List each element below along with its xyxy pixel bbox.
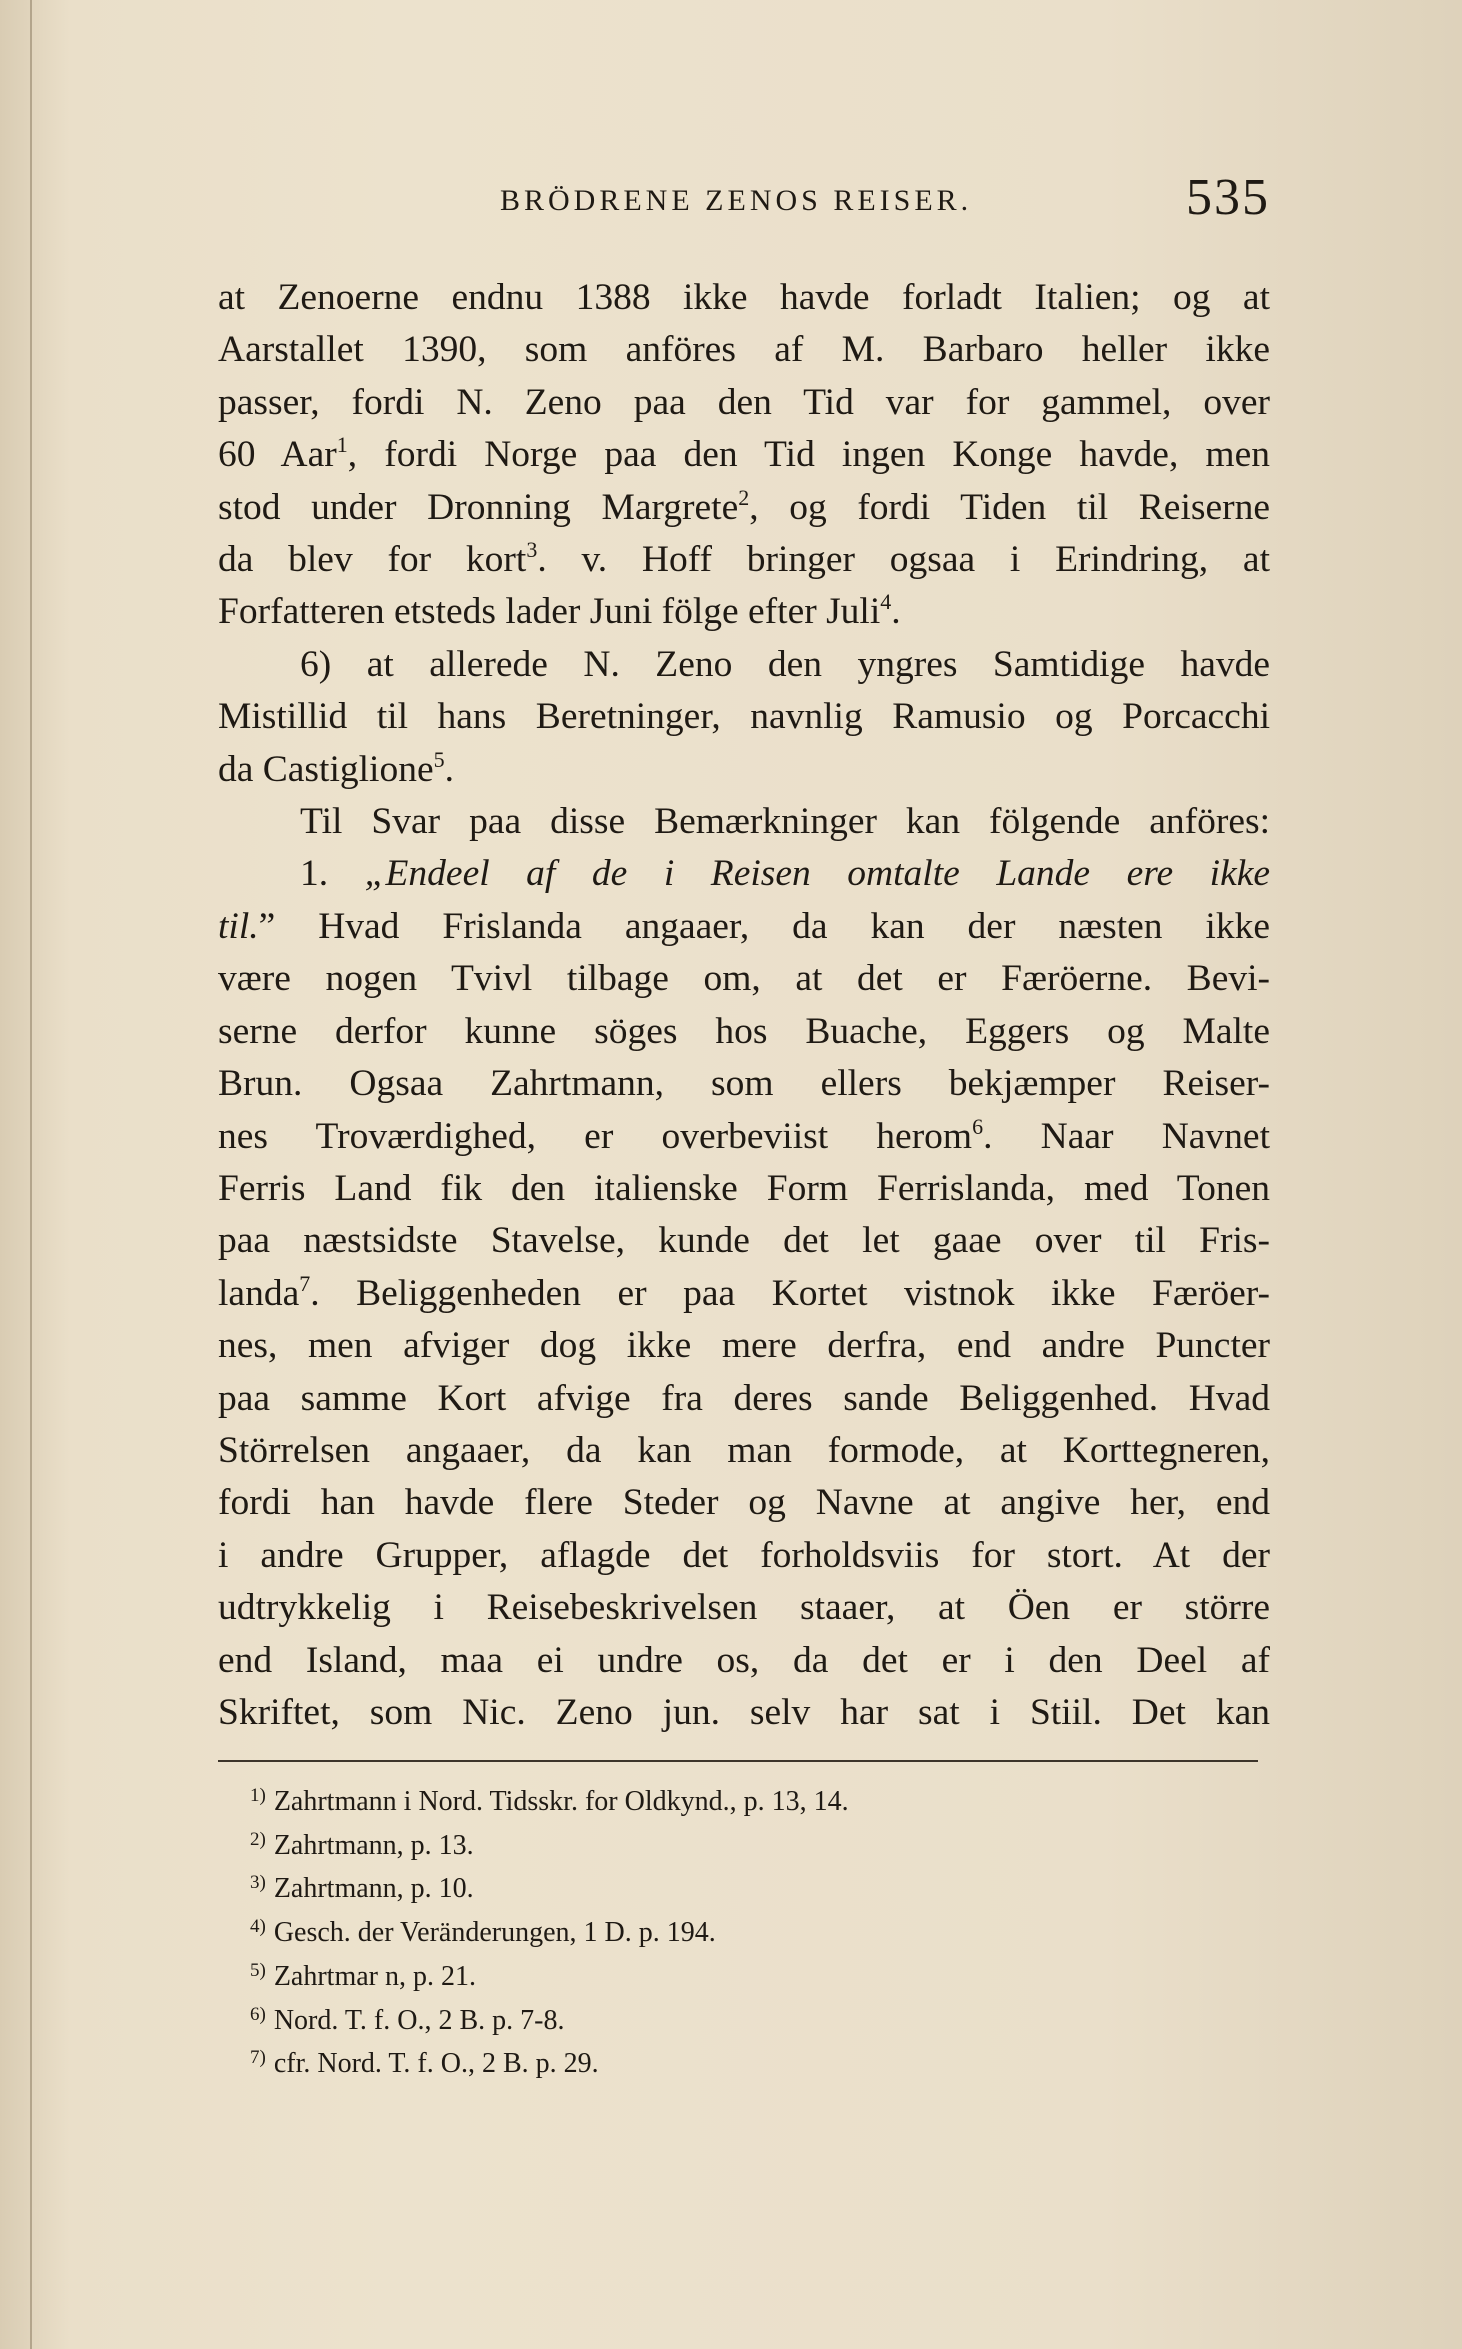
text-line: nes Troværdighed, er overbeviist herom$^6$. Naar Navnet [218,1113,1270,1157]
footnote: $^{7)}$ cfr. Nord. T. f. O., 2 B. p. 29. [250,2047,599,2080]
text-line: 60 Aar$^1$, fordi Norge paa den Tid ingen Konge havde, men [218,432,1270,476]
text-line: landa$^7$. Beliggenheden er paa Kortet vistnok ikke Færöer- [218,1270,1270,1314]
footnotes [250,1780,1150,2086]
text-line: serne derfor kunne söges hos Buache, Eggers og Malte [218,1010,1270,1052]
footnote: $^{5)}$ Zahrtmar n, p. 21. [250,1959,476,1992]
text-line: Ferris Land fik den italienske Form Ferrislanda, med Tonen [218,1167,1270,1209]
text-line: være nogen Tvivl tilbage om, at det er Færöerne. Bevi- [218,958,1270,1000]
text-line: Störrelsen angaaer, da kan man formode, at Korttegneren, [218,1429,1270,1471]
page-number: 535 [1186,169,1270,226]
body-text [218,272,1270,1739]
text-line: passer, fordi N. Zeno paa den Tid var for gammel, over [218,381,1270,423]
footnote: $^{4)}$ Gesch. der Veränderungen, 1 D. p. 194. [250,1916,716,1949]
footnote-ref: 7 [299,1270,311,1296]
text-line: stod under Dronning Margrete$^2$, og fordi Tiden til Reiserne [218,484,1270,528]
footnote: $^{1)}$ Zahrtmann i Nord. Tidsskr. for Oldkynd., p. 13, 14. [250,1785,849,1817]
footnote-ref: 2 [738,484,750,510]
footnote: $^{3)}$ Zahrtmann, p. 10. [250,1872,474,1905]
page-header [218,168,1270,238]
text-line: 1. „Endeel af de i Reisen omtalte Lande ere ikke [300,853,1271,895]
text-line: Aarstallet 1390, som anföres af M. Barbaro heller ikke [218,329,1270,371]
text-line: Forfatteren etsteds lader Juni fölge efter Juli$^4$. [218,589,901,633]
text-line: Mistillid til hans Beretninger, navnlig Ramusio og Porcacchi [218,696,1270,738]
text-line: 6) at allerede N. Zeno den yngres Samtidige havde [300,643,1270,685]
text-line: til.” Hvad Frislanda angaaer, da kan der næsten ikke [218,905,1270,947]
running-title: BRÖDRENE ZENOS REISER. [500,184,973,217]
text-line: i andre Grupper, aflagde det forholdsviis for stort. At der [218,1534,1270,1576]
text-line: da blev for kort$^3$. v. Hoff bringer ogsaa i Erindring, at [218,537,1270,581]
text-line: Skriftet, som Nic. Zeno jun. selv har sat i Stiil. Det kan [218,1691,1270,1733]
text-line: paa samme Kort afvige fra deres sande Beliggenhed. Hvad [218,1377,1270,1419]
footnote-ref: 6 [972,1113,984,1139]
text-line: paa næstsidste Stavelse, kunde det let gaae over til Fris- [218,1220,1270,1262]
footnote-ref: 3 [526,537,538,563]
text-line: end Island, maa ei undre os, da det er i den Deel af [218,1639,1270,1681]
text-line: udtrykkelig i Reisebeskrivelsen staaer, at Öen er större [218,1587,1270,1629]
text-line: da Castiglione$^5$. [218,746,454,790]
footnote-divider [218,1760,1258,1762]
text-line: Brun. Ogsaa Zahrtmann, som ellers bekjæmper Reiser- [218,1063,1270,1105]
spine-edge [30,0,32,2349]
text-line: fordi han havde flere Steder og Navne at angive her, end [218,1482,1270,1524]
footnote: $^{6)}$ Nord. T. f. O., 2 B. p. 7-8. [250,2003,565,2036]
footnote-ref: 4 [880,589,892,615]
footnote: $^{2)}$ Zahrtmann, p. 13. [250,1828,474,1861]
text-line: Til Svar paa disse Bemærkninger kan fölgende anföres: [300,801,1270,843]
footnote-ref: 1 [336,432,348,458]
text-line: nes, men afviger dog ikke mere derfra, end andre Puncter [218,1325,1270,1367]
footnote-ref: 5 [433,746,445,772]
text-line: at Zenoerne endnu 1388 ikke havde forladt Italien; og at [218,277,1270,318]
